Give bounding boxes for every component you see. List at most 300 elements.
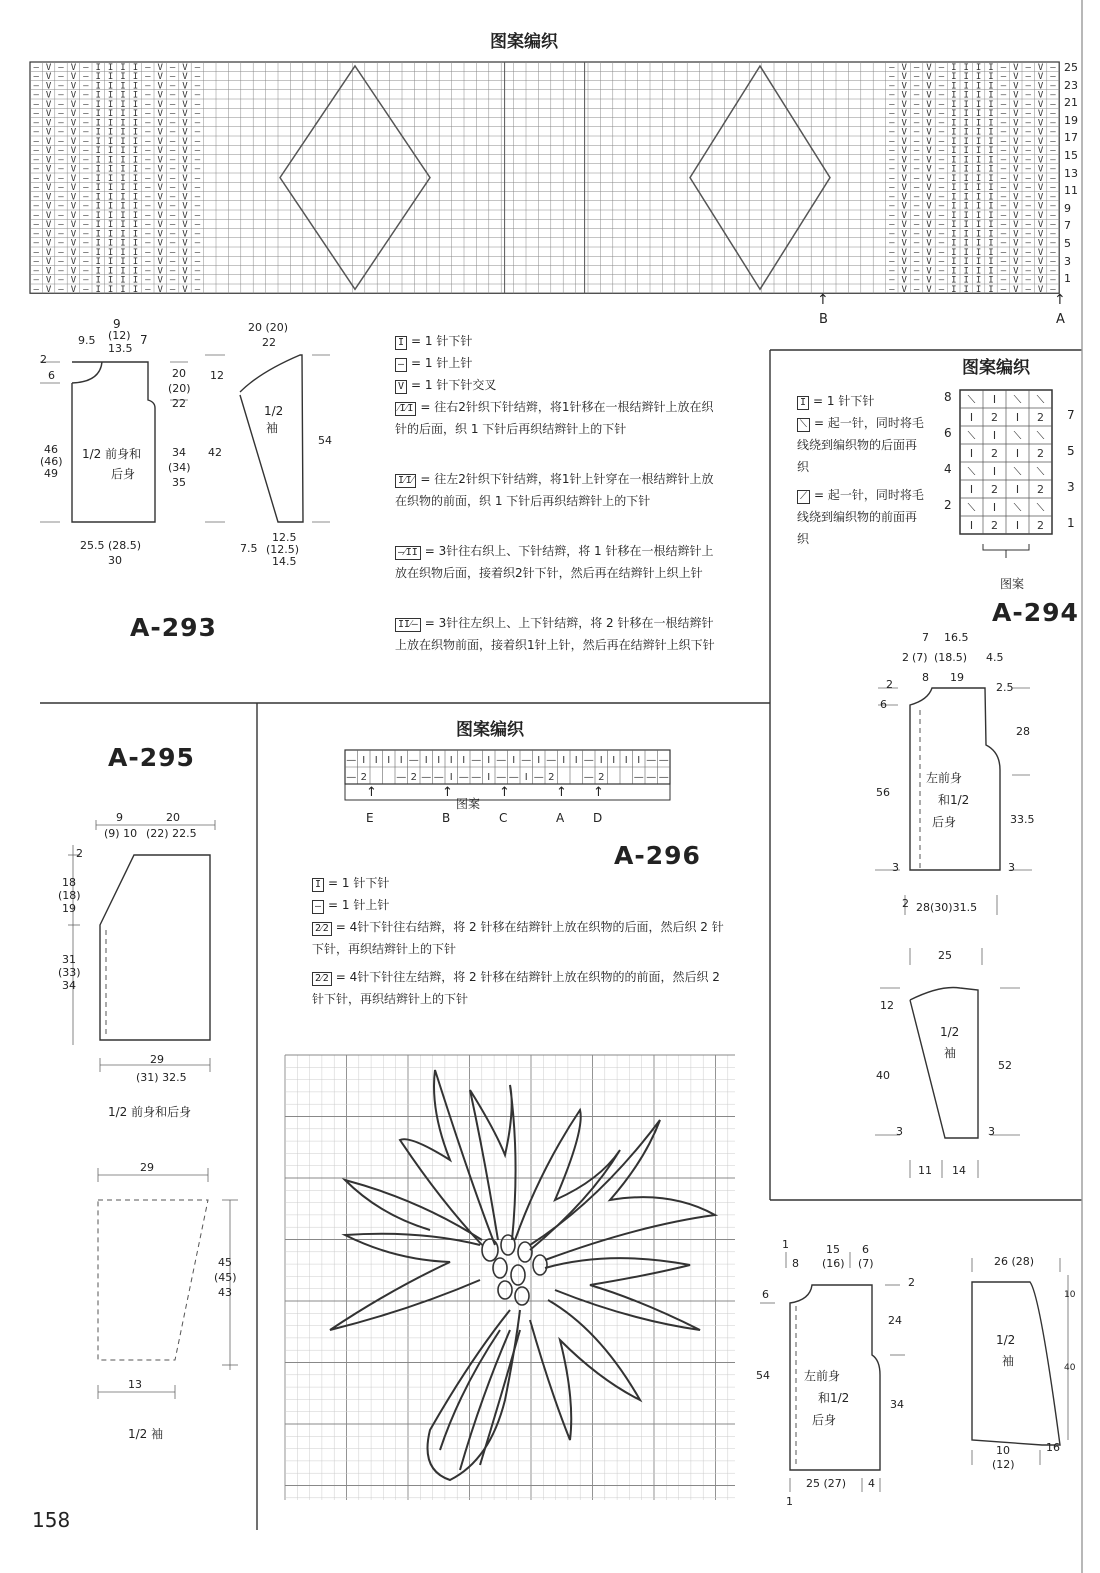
svg-text:—: — bbox=[1025, 192, 1031, 203]
svg-text:—: — bbox=[1025, 275, 1031, 286]
svg-text:—: — bbox=[889, 62, 895, 73]
a294-dim-l56: 56 bbox=[876, 786, 890, 799]
svg-text:V: V bbox=[182, 238, 188, 249]
row-label: 3 bbox=[1064, 254, 1071, 268]
svg-text:—: — bbox=[1000, 146, 1007, 156]
a296-marker-arrow: ↑ bbox=[556, 785, 567, 800]
svg-text:—: — bbox=[938, 257, 945, 267]
svg-text:I: I bbox=[132, 284, 139, 295]
a297-sleeve-label-1: 1/2 bbox=[996, 1333, 1016, 1347]
svg-text:—: — bbox=[83, 229, 89, 240]
svg-text:—: — bbox=[1050, 192, 1056, 203]
svg-text:V: V bbox=[901, 99, 907, 110]
svg-text:V: V bbox=[1013, 173, 1019, 184]
svg-text:I: I bbox=[951, 90, 957, 101]
svg-text:—: — bbox=[33, 62, 39, 73]
svg-text:I: I bbox=[1015, 483, 1020, 496]
svg-text:—: — bbox=[889, 238, 895, 249]
svg-text:⟍: ⟍ bbox=[1036, 501, 1045, 514]
a293-sleeve-top-b: 22 bbox=[262, 336, 276, 349]
svg-text:I: I bbox=[95, 127, 101, 138]
svg-text:V: V bbox=[70, 127, 77, 138]
svg-text:⟍: ⟍ bbox=[1036, 429, 1045, 442]
svg-text:—: — bbox=[58, 257, 64, 267]
a293-dim-top95: 9.5 bbox=[78, 334, 96, 347]
svg-text:—: — bbox=[83, 109, 89, 119]
svg-text:V: V bbox=[901, 62, 907, 73]
row-label: 7 bbox=[1064, 219, 1071, 233]
svg-text:I: I bbox=[975, 266, 982, 277]
svg-text:V: V bbox=[70, 266, 77, 277]
svg-text:I: I bbox=[951, 155, 957, 166]
svg-text:I: I bbox=[132, 210, 139, 221]
svg-text:I: I bbox=[969, 411, 974, 424]
a293-sleeve-125a: 12.5 bbox=[272, 531, 297, 544]
svg-text:V: V bbox=[157, 238, 163, 249]
svg-text:V: V bbox=[926, 220, 932, 230]
svg-text:—: — bbox=[938, 90, 945, 101]
svg-text:—: — bbox=[169, 183, 176, 193]
svg-text:—: — bbox=[33, 201, 39, 212]
a293-dim-mid22: 22 bbox=[172, 397, 186, 410]
svg-text:V: V bbox=[1013, 192, 1019, 203]
svg-text:—: — bbox=[938, 81, 945, 92]
svg-text:—: — bbox=[1025, 99, 1031, 110]
svg-text:—: — bbox=[408, 755, 419, 766]
a295-dim-t910: (9) 10 bbox=[104, 827, 138, 840]
a294-row-label-right: 7 bbox=[1067, 408, 1075, 422]
svg-text:—: — bbox=[194, 266, 201, 277]
a293-sleeve-label-2: 袖 bbox=[266, 421, 279, 435]
a297-dim-s40: 40 bbox=[1064, 1363, 1076, 1373]
svg-text:—: — bbox=[1050, 201, 1056, 212]
svg-text:—: — bbox=[938, 127, 945, 138]
a295-dim-b31: (31) 32.5 bbox=[136, 1071, 187, 1084]
svg-text:I: I bbox=[951, 173, 957, 184]
svg-text:—: — bbox=[194, 109, 201, 119]
svg-text:V: V bbox=[182, 284, 188, 295]
svg-text:I: I bbox=[120, 284, 126, 295]
svg-text:—: — bbox=[471, 772, 482, 783]
a296-marker: E bbox=[366, 811, 374, 825]
svg-text:—: — bbox=[33, 183, 39, 193]
a294-dim-bottom: 28(30)31.5 bbox=[916, 901, 978, 914]
svg-text:—: — bbox=[83, 72, 89, 82]
svg-text:—: — bbox=[169, 229, 176, 240]
svg-text:—: — bbox=[83, 275, 89, 286]
svg-text:V: V bbox=[157, 99, 163, 110]
svg-text:V: V bbox=[182, 275, 188, 286]
legend-symbol: II⁄— bbox=[395, 618, 421, 632]
svg-text:V: V bbox=[926, 275, 932, 286]
a296-title: 图案编织 bbox=[456, 720, 524, 740]
legend-symbol: I bbox=[312, 878, 324, 892]
svg-text:I: I bbox=[975, 275, 982, 286]
row-label: 25 bbox=[1064, 61, 1078, 74]
svg-text:—: — bbox=[1050, 220, 1056, 230]
a293-dim-left46: 46 bbox=[44, 443, 58, 456]
svg-text:I: I bbox=[95, 257, 101, 267]
a296-marker: C bbox=[499, 811, 508, 825]
svg-text:V: V bbox=[70, 164, 77, 175]
svg-text:V: V bbox=[157, 173, 163, 184]
svg-text:—: — bbox=[1000, 238, 1007, 249]
a295-dim-s13: 13 bbox=[128, 1378, 142, 1391]
a293-dim-top9: 9 bbox=[113, 317, 121, 331]
svg-text:—: — bbox=[58, 284, 64, 295]
legend-text: = 1 针上针 bbox=[411, 356, 473, 370]
svg-text:I: I bbox=[951, 229, 957, 240]
svg-text:—: — bbox=[889, 99, 895, 110]
svg-text:I: I bbox=[449, 755, 453, 766]
svg-text:—: — bbox=[1025, 238, 1031, 249]
svg-text:I: I bbox=[975, 229, 982, 240]
svg-text:—: — bbox=[913, 81, 920, 92]
a295-dim-l31: 31 bbox=[62, 953, 76, 966]
row-label: 15 bbox=[1064, 149, 1078, 162]
svg-text:V: V bbox=[182, 90, 188, 101]
svg-text:—: — bbox=[83, 247, 89, 258]
svg-text:—: — bbox=[938, 173, 945, 184]
svg-text:V: V bbox=[70, 109, 77, 119]
svg-text:I: I bbox=[132, 90, 139, 101]
svg-text:—: — bbox=[938, 118, 945, 129]
a294-dim-t185: (18.5) bbox=[934, 651, 968, 664]
svg-text:V: V bbox=[1037, 164, 1044, 175]
svg-text:V: V bbox=[45, 210, 52, 221]
svg-text:V: V bbox=[182, 72, 188, 82]
svg-text:—: — bbox=[33, 127, 39, 138]
a294-dim-b3l: 3 bbox=[892, 861, 899, 874]
svg-text:I: I bbox=[120, 136, 126, 147]
svg-text:V: V bbox=[157, 127, 163, 138]
svg-text:—: — bbox=[194, 284, 201, 295]
svg-text:—: — bbox=[1000, 90, 1007, 101]
svg-text:V: V bbox=[901, 164, 907, 175]
svg-text:I: I bbox=[988, 173, 994, 184]
svg-text:—: — bbox=[145, 266, 151, 277]
svg-text:V: V bbox=[1037, 99, 1044, 110]
svg-text:—: — bbox=[1000, 192, 1007, 203]
a295-body-caption: 1/2 前身和后身 bbox=[108, 1105, 192, 1119]
svg-text:V: V bbox=[182, 257, 188, 267]
svg-text:—: — bbox=[1025, 201, 1031, 212]
a296-marker: B bbox=[442, 811, 451, 825]
svg-text:V: V bbox=[45, 201, 52, 212]
svg-text:V: V bbox=[182, 136, 188, 147]
a294-row-label-left: 6 bbox=[944, 426, 952, 440]
svg-text:I: I bbox=[120, 173, 126, 184]
svg-text:I: I bbox=[120, 164, 126, 175]
svg-text:I: I bbox=[120, 247, 126, 258]
svg-text:—: — bbox=[1050, 284, 1056, 295]
svg-text:V: V bbox=[926, 229, 932, 240]
svg-text:V: V bbox=[1037, 81, 1044, 92]
svg-text:—: — bbox=[169, 118, 176, 129]
a293-dim-top7: 7 bbox=[140, 333, 148, 347]
svg-text:—: — bbox=[58, 81, 64, 92]
svg-text:—: — bbox=[33, 257, 39, 267]
svg-text:—: — bbox=[913, 155, 920, 166]
svg-text:—: — bbox=[83, 238, 89, 249]
svg-text:—: — bbox=[938, 109, 945, 119]
svg-text:—: — bbox=[83, 173, 89, 184]
legend-symbol: —⁄II bbox=[395, 546, 421, 560]
svg-text:V: V bbox=[182, 266, 188, 277]
svg-text:—: — bbox=[33, 173, 39, 184]
svg-text:I: I bbox=[132, 62, 139, 73]
svg-text:I: I bbox=[963, 72, 969, 82]
svg-text:—: — bbox=[169, 72, 176, 82]
svg-text:—: — bbox=[913, 247, 920, 258]
a296-code: A-296 bbox=[614, 841, 701, 870]
svg-text:I: I bbox=[988, 109, 994, 119]
svg-text:I: I bbox=[120, 210, 126, 221]
svg-text:V: V bbox=[1037, 127, 1044, 138]
svg-text:V: V bbox=[901, 266, 907, 277]
svg-text:—: — bbox=[1025, 146, 1031, 156]
svg-text:—: — bbox=[1050, 99, 1056, 110]
svg-text:I: I bbox=[963, 201, 969, 212]
svg-text:I: I bbox=[951, 118, 957, 129]
svg-text:I: I bbox=[132, 146, 139, 156]
svg-text:—: — bbox=[1000, 136, 1007, 147]
svg-text:I: I bbox=[975, 210, 982, 221]
svg-text:—: — bbox=[58, 155, 64, 166]
legend-text: = 往右2针织下针结辫，将1针移在一根结辫针上放在织针的后面，织 1 下针后再织结辫针上的下针 bbox=[395, 400, 714, 436]
svg-text:I: I bbox=[107, 247, 114, 258]
svg-text:V: V bbox=[1013, 127, 1019, 138]
svg-text:—: — bbox=[145, 257, 151, 267]
svg-text:V: V bbox=[70, 257, 77, 267]
legend-text: = 起一针，同时将毛线绕到编织物的前面再织 bbox=[797, 488, 924, 546]
svg-text:V: V bbox=[157, 155, 163, 166]
a294-dim-r335: 33.5 bbox=[1010, 813, 1035, 826]
svg-text:I: I bbox=[951, 247, 957, 258]
svg-text:—: — bbox=[58, 201, 64, 212]
svg-text:—: — bbox=[938, 136, 945, 147]
svg-text:V: V bbox=[70, 201, 77, 212]
svg-text:I: I bbox=[107, 99, 114, 110]
svg-text:V: V bbox=[45, 173, 52, 184]
svg-text:V: V bbox=[70, 173, 77, 184]
svg-text:I: I bbox=[951, 220, 957, 230]
svg-text:—: — bbox=[913, 90, 920, 101]
svg-text:V: V bbox=[901, 257, 907, 267]
svg-text:I: I bbox=[988, 62, 994, 73]
legend-text: = 起一针，同时将毛线绕到编织物的后面再织 bbox=[797, 416, 924, 474]
svg-text:I: I bbox=[988, 146, 994, 156]
svg-text:V: V bbox=[926, 201, 932, 212]
svg-text:—: — bbox=[1000, 275, 1007, 286]
svg-text:—: — bbox=[33, 210, 39, 221]
svg-text:I: I bbox=[951, 99, 957, 110]
svg-text:V: V bbox=[45, 257, 52, 267]
svg-text:—: — bbox=[194, 192, 201, 203]
svg-text:—: — bbox=[194, 155, 201, 166]
svg-text:V: V bbox=[182, 220, 188, 230]
svg-text:I: I bbox=[132, 155, 139, 166]
svg-text:V: V bbox=[1037, 146, 1044, 156]
svg-text:—: — bbox=[1000, 72, 1007, 82]
svg-text:I: I bbox=[120, 99, 126, 110]
svg-text:V: V bbox=[45, 229, 52, 240]
svg-text:—: — bbox=[169, 173, 176, 184]
legend-symbol: ⁄I⁄I bbox=[395, 402, 416, 416]
svg-text:—: — bbox=[1000, 81, 1007, 92]
svg-text:V: V bbox=[157, 275, 163, 286]
svg-text:V: V bbox=[45, 238, 52, 249]
svg-text:I: I bbox=[132, 81, 139, 92]
a295-dim-l33: (33) bbox=[58, 966, 81, 979]
legend-text: = 1 针下针 bbox=[813, 394, 875, 408]
svg-text:I: I bbox=[95, 229, 101, 240]
svg-text:—: — bbox=[194, 72, 201, 82]
svg-text:—: — bbox=[889, 155, 895, 166]
svg-text:—: — bbox=[58, 210, 64, 221]
svg-text:I: I bbox=[107, 275, 114, 286]
svg-text:—: — bbox=[646, 772, 657, 783]
svg-text:I: I bbox=[132, 164, 139, 175]
svg-text:V: V bbox=[926, 266, 932, 277]
row-label: 9 bbox=[1064, 201, 1071, 215]
svg-text:—: — bbox=[145, 155, 151, 166]
svg-text:I: I bbox=[95, 275, 101, 286]
svg-text:—: — bbox=[889, 266, 895, 277]
svg-text:—: — bbox=[471, 755, 482, 766]
svg-text:V: V bbox=[901, 173, 907, 184]
svg-text:—: — bbox=[889, 109, 895, 119]
a297-dim-t6: 6 bbox=[862, 1243, 869, 1256]
svg-text:—: — bbox=[33, 164, 39, 175]
svg-text:—: — bbox=[33, 238, 39, 249]
svg-text:—: — bbox=[521, 755, 532, 766]
svg-text:V: V bbox=[1013, 146, 1019, 156]
svg-text:2: 2 bbox=[1037, 483, 1044, 496]
svg-text:—: — bbox=[169, 81, 176, 92]
svg-text:V: V bbox=[70, 155, 77, 166]
svg-text:I: I bbox=[951, 183, 957, 193]
svg-text:V: V bbox=[926, 81, 932, 92]
svg-text:V: V bbox=[1037, 155, 1044, 166]
svg-text:V: V bbox=[926, 192, 932, 203]
svg-text:—: — bbox=[1025, 247, 1031, 258]
svg-text:V: V bbox=[45, 72, 52, 82]
svg-text:—: — bbox=[58, 266, 64, 277]
svg-text:—: — bbox=[913, 127, 920, 138]
svg-text:I: I bbox=[107, 155, 114, 166]
svg-text:—: — bbox=[33, 99, 39, 110]
svg-text:I: I bbox=[120, 90, 126, 101]
a295-dim-s43: 43 bbox=[218, 1286, 232, 1299]
svg-text:I: I bbox=[120, 229, 126, 240]
svg-text:V: V bbox=[45, 136, 52, 147]
svg-text:—: — bbox=[889, 146, 895, 156]
svg-text:I: I bbox=[95, 81, 101, 92]
svg-text:V: V bbox=[45, 220, 52, 230]
svg-text:I: I bbox=[107, 183, 114, 193]
svg-text:I: I bbox=[975, 136, 982, 147]
svg-text:V: V bbox=[901, 247, 907, 258]
a296-marker-arrow: ↑ bbox=[593, 785, 604, 800]
svg-text:I: I bbox=[107, 62, 114, 73]
svg-text:V: V bbox=[901, 275, 907, 286]
svg-text:I: I bbox=[988, 192, 994, 203]
a297-dim-r34: 34 bbox=[890, 1398, 904, 1411]
svg-text:—: — bbox=[913, 192, 920, 203]
svg-text:—: — bbox=[169, 210, 176, 221]
svg-text:—: — bbox=[145, 90, 151, 101]
svg-text:I: I bbox=[1015, 519, 1020, 532]
svg-text:I: I bbox=[988, 201, 994, 212]
svg-text:V: V bbox=[926, 173, 932, 184]
svg-text:I: I bbox=[107, 109, 114, 119]
svg-text:I: I bbox=[975, 155, 982, 166]
svg-text:I: I bbox=[107, 266, 114, 277]
svg-text:—: — bbox=[889, 81, 895, 92]
svg-text:—: — bbox=[33, 266, 39, 277]
a294-row-label-right: 3 bbox=[1067, 480, 1075, 494]
a297-dim-s26: 26 (28) bbox=[994, 1255, 1035, 1268]
svg-text:I: I bbox=[107, 72, 114, 82]
svg-text:I: I bbox=[988, 118, 994, 129]
svg-text:V: V bbox=[1013, 109, 1019, 119]
svg-text:—: — bbox=[145, 109, 151, 119]
svg-text:—: — bbox=[913, 257, 920, 267]
svg-text:V: V bbox=[157, 62, 163, 73]
svg-text:—: — bbox=[83, 146, 89, 156]
a293-sleeve-label-1: 1/2 bbox=[264, 404, 284, 418]
svg-text:—: — bbox=[58, 99, 64, 110]
svg-text:—: — bbox=[1025, 183, 1031, 193]
svg-text:I: I bbox=[963, 229, 969, 240]
svg-text:I: I bbox=[95, 164, 101, 175]
svg-text:—: — bbox=[83, 155, 89, 166]
svg-text:V: V bbox=[70, 72, 77, 82]
svg-text:I: I bbox=[120, 127, 126, 138]
svg-text:I: I bbox=[951, 284, 957, 295]
svg-text:V: V bbox=[926, 90, 932, 101]
svg-text:I: I bbox=[120, 257, 126, 267]
svg-text:V: V bbox=[1013, 220, 1019, 230]
svg-text:—: — bbox=[58, 192, 64, 203]
svg-text:—: — bbox=[913, 72, 920, 82]
svg-text:—: — bbox=[421, 772, 432, 783]
a293-dim-mid34: 34 bbox=[172, 446, 186, 459]
svg-text:I: I bbox=[963, 118, 969, 129]
a297-dim-t7: (7) bbox=[858, 1257, 874, 1270]
svg-text:—: — bbox=[145, 127, 151, 138]
a295-dim-b29: 29 bbox=[150, 1053, 164, 1066]
svg-text:—: — bbox=[938, 72, 945, 82]
svg-text:—: — bbox=[1000, 284, 1007, 295]
svg-text:V: V bbox=[182, 192, 188, 203]
a295-dim-t22: (22) 22.5 bbox=[146, 827, 197, 840]
svg-text:V: V bbox=[157, 146, 163, 156]
svg-text:I: I bbox=[963, 192, 969, 203]
svg-text:—: — bbox=[33, 136, 39, 147]
a295-dim-l19: 19 bbox=[62, 902, 76, 915]
svg-text:I: I bbox=[462, 755, 466, 766]
svg-text:—: — bbox=[145, 118, 151, 129]
svg-text:V: V bbox=[182, 118, 188, 129]
a293-body-label-1: 1/2 前身和 bbox=[82, 447, 142, 461]
svg-text:—: — bbox=[169, 62, 176, 73]
svg-text:I: I bbox=[988, 155, 994, 166]
svg-text:V: V bbox=[901, 192, 907, 203]
svg-text:—: — bbox=[889, 173, 895, 184]
svg-text:I: I bbox=[963, 173, 969, 184]
